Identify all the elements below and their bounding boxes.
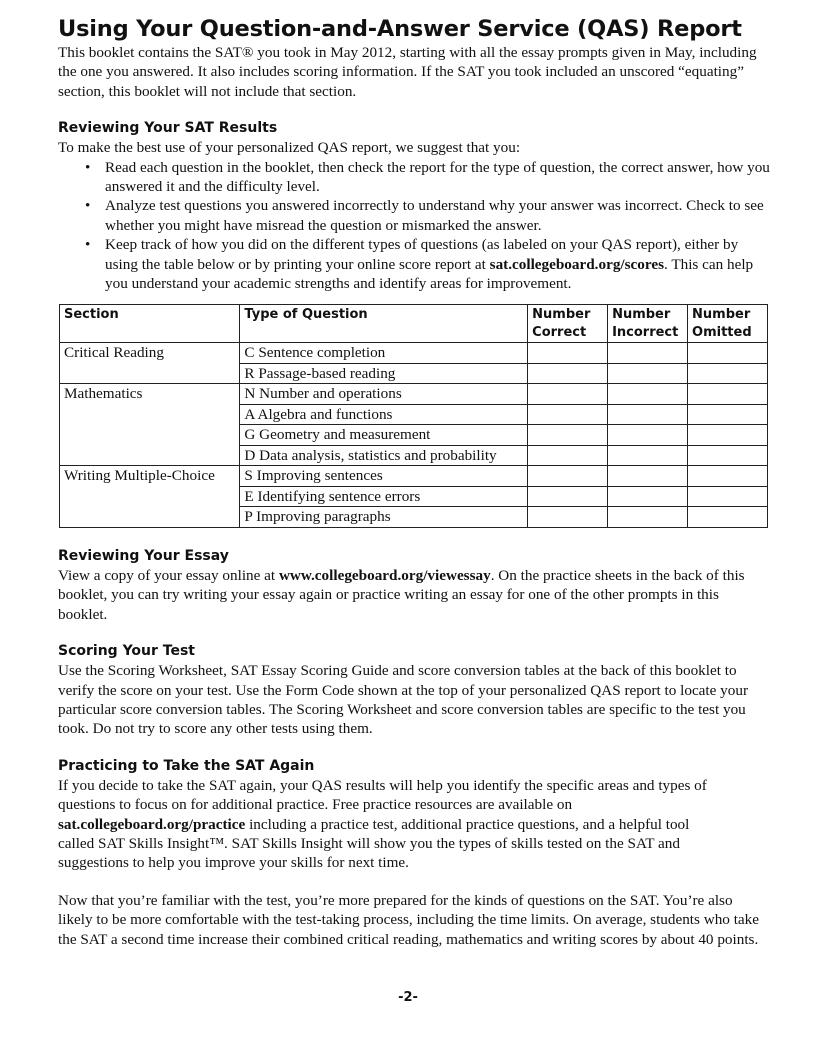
paragraph-text: . On the practice sheets in the back of this booklet, you can try writing your essay again or practice writing an essay for one of the other prompts in this booklet. — [58, 566, 745, 623]
number-incorrect-cell[interactable] — [608, 404, 688, 425]
number-correct-cell[interactable] — [528, 486, 608, 507]
list-item-text: Keep track of how you did on the different types of questions (as labeled on your QAS report), either by using the table below or by printing your online score report at — [105, 236, 739, 273]
question-type-cell: S Improving sentences — [240, 466, 528, 487]
practicing-paragraph — [58, 776, 718, 873]
number-correct-cell[interactable] — [528, 363, 608, 384]
number-incorrect-cell[interactable] — [608, 384, 688, 405]
number-omitted-cell[interactable] — [688, 507, 768, 528]
section-cell: Critical Reading — [60, 343, 240, 384]
number-correct-cell[interactable] — [528, 466, 608, 487]
list-item — [85, 196, 770, 235]
page — [58, 14, 770, 949]
number-incorrect-cell[interactable] — [608, 445, 688, 466]
number-incorrect-cell[interactable] — [608, 466, 688, 487]
essay-paragraph — [58, 566, 770, 624]
table-row — [60, 466, 768, 487]
page-number: -2- — [398, 990, 418, 1005]
number-correct-cell[interactable] — [528, 507, 608, 528]
viewessay-link[interactable]: www.collegeboard.org/viewessay — [278, 566, 491, 584]
table-header-row — [60, 305, 768, 343]
bullet-icon: • — [85, 197, 91, 215]
paragraph-text: View a copy of your essay online at — [58, 566, 279, 584]
number-omitted-cell[interactable] — [688, 363, 768, 384]
number-omitted-cell[interactable] — [688, 445, 768, 466]
question-type-cell: P Improving paragraphs — [240, 507, 528, 528]
scores-link[interactable]: sat.collegeboard.org/scores — [489, 255, 664, 273]
suggestion-list — [58, 158, 770, 294]
practicing-heading: Practicing to Take the SAT Again — [58, 757, 315, 774]
list-item-text: Read each question in the booklet, then check the report for the type of question, the correct answer, how you answered it and the difficulty level. — [105, 158, 770, 196]
list-item-text: Analyze test questions you answered incorrectly to understand why your answer was incorrect. Check to see whether you might have misread the question or mismarked the answer. — [105, 197, 764, 234]
column-header: Number Incorrect — [608, 305, 688, 343]
question-type-cell: E Identifying sentence errors — [240, 486, 528, 507]
page-title: Using Your Question-and-Answer Service (QAS) Report — [58, 16, 742, 42]
practice-link[interactable]: sat.collegeboard.org/practice — [58, 815, 246, 833]
bullet-icon: • — [85, 236, 91, 254]
number-omitted-cell[interactable] — [688, 466, 768, 487]
list-item — [85, 158, 770, 197]
bullet-icon: • — [85, 158, 91, 176]
question-type-cell: A Algebra and functions — [240, 404, 528, 425]
column-header: Section — [60, 305, 240, 343]
reviewing-results-lead: To make the best use of your personalized QAS report, we suggest that you: — [58, 139, 521, 157]
number-omitted-cell[interactable] — [688, 343, 768, 364]
number-incorrect-cell[interactable] — [608, 486, 688, 507]
column-header: Number Omitted — [688, 305, 768, 343]
number-correct-cell[interactable] — [528, 404, 608, 425]
table-row — [60, 384, 768, 405]
number-incorrect-cell[interactable] — [608, 507, 688, 528]
list-item-text: . This can help you understand your academic strengths and identify areas for improvement. — [105, 255, 754, 293]
question-type-cell: G Geometry and measurement — [240, 425, 528, 446]
number-correct-cell[interactable] — [528, 445, 608, 466]
question-type-cell: N Number and operations — [240, 384, 528, 405]
intro-paragraph: This booklet contains the SAT® you took in May 2012, starting with all the essay prompts given in May, including the one you answered. It also includes scoring information. If the SAT you took included an unscored “equating” section, this booklet will not include that section. — [58, 44, 757, 100]
number-omitted-cell[interactable] — [688, 425, 768, 446]
question-type-cell: C Sentence completion — [240, 343, 528, 364]
number-incorrect-cell[interactable] — [608, 425, 688, 446]
section-cell: Mathematics — [60, 384, 240, 466]
number-correct-cell[interactable] — [528, 343, 608, 364]
paragraph-text: including a practice test, additional practice questions, and a helpful tool called SAT Skills Insight™. SAT Skills Insight will show you the types of skills tested on the SAT and suggestions to help you improve your skills for next time. — [58, 815, 690, 872]
scoring-paragraph: Use the Scoring Worksheet, SAT Essay Scoring Guide and score conversion tables at the back of this booklet to verify the score on your test. Use the Form Code shown at the top of your personalized QAS report to locate your particular score conversion tables. The Scoring Worksheet and score conversion tables are specific to the test you took. Do not try to score any other tests using them. — [58, 662, 749, 738]
scoring-heading: Scoring Your Test — [58, 643, 195, 660]
column-header: Type of Question — [240, 305, 528, 343]
qas-tracking-table — [59, 304, 768, 528]
number-omitted-cell[interactable] — [688, 404, 768, 425]
number-omitted-cell[interactable] — [688, 486, 768, 507]
list-item — [85, 235, 770, 293]
question-type-cell: R Passage-based reading — [240, 363, 528, 384]
question-type-cell: D Data analysis, statistics and probability — [240, 445, 528, 466]
number-incorrect-cell[interactable] — [608, 343, 688, 364]
paragraph-text: If you decide to take the SAT again, your QAS results will help you identify the specific areas and types of questions to focus on for additional practice. Free practice resources are available on — [58, 776, 707, 814]
number-correct-cell[interactable] — [528, 425, 608, 446]
reviewing-results-heading: Reviewing Your SAT Results — [58, 120, 278, 137]
section-cell: Writing Multiple-Choice — [60, 466, 240, 528]
column-header: Number Correct — [528, 305, 608, 343]
table-row — [60, 343, 768, 364]
closing-paragraph: Now that you’re familiar with the test, you’re more prepared for the kinds of questions on the SAT. You’re also likely to be more comfortable with the test-taking process, including the time limits. On average, students who take the SAT a second time increase their combined critical reading, mathematics and writing scores by about 40 points. — [58, 891, 759, 948]
number-omitted-cell[interactable] — [688, 384, 768, 405]
reviewing-essay-heading: Reviewing Your Essay — [58, 547, 229, 564]
number-correct-cell[interactable] — [528, 384, 608, 405]
number-incorrect-cell[interactable] — [608, 363, 688, 384]
